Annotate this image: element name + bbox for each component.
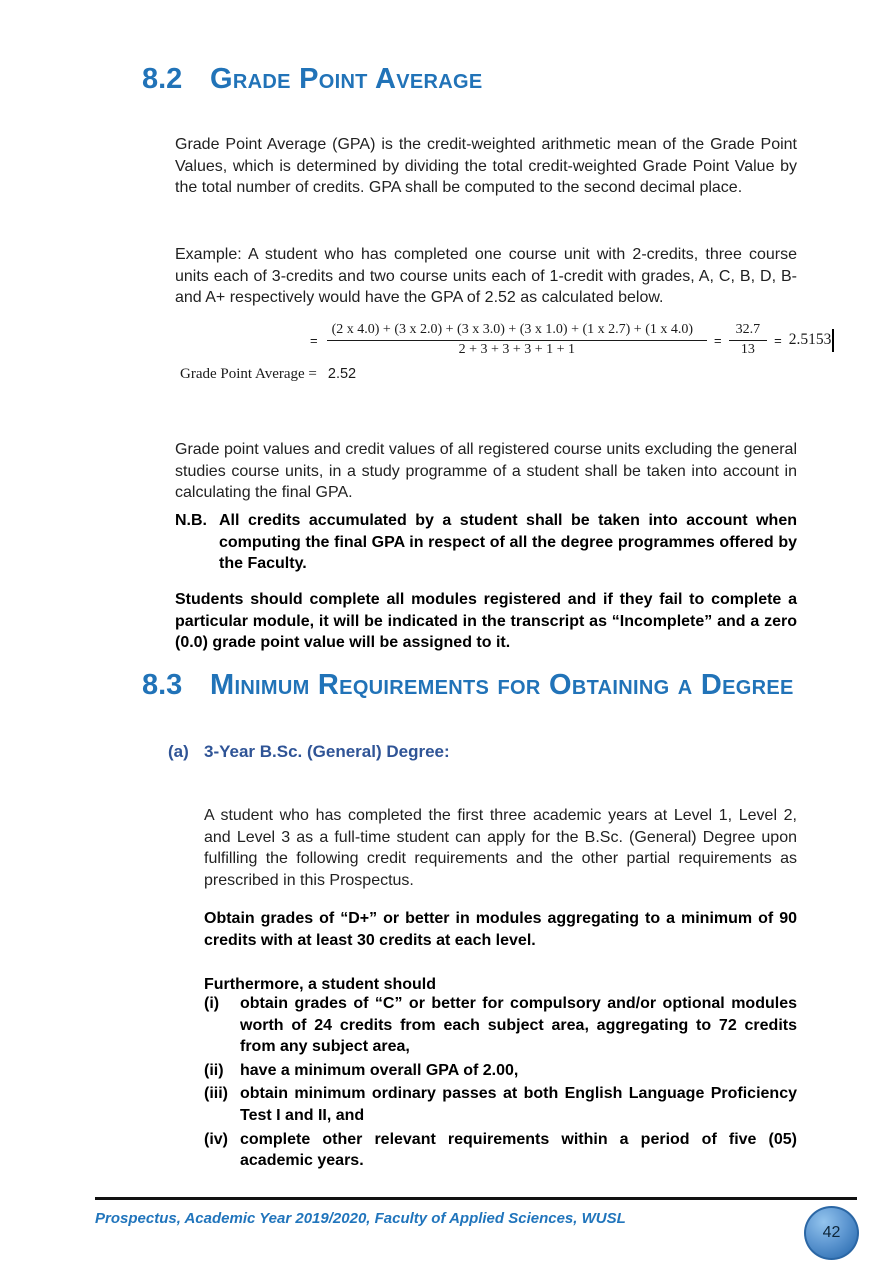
- incomplete-policy-paragraph: Students should complete all modules registered and if they fail to complete a particular module, it will be indicated in the transcript as “Incomplete” and a zero (0.0) grade point value will be assigned to it.: [175, 591, 797, 652]
- gpa-result-line: [180, 366, 356, 383]
- formula-result: 2.5153: [788, 331, 832, 348]
- list-item-text: complete other relevant requirements within a period of five (05) academic years.: [240, 1130, 797, 1170]
- fraction2-numerator: 32.7: [729, 322, 768, 341]
- list-item-marker: (i): [204, 995, 220, 1012]
- text-cursor: [832, 329, 834, 352]
- requirements-list: [204, 993, 797, 1174]
- formula-equals-3: =: [774, 332, 782, 348]
- list-item-marker: (iii): [204, 1085, 228, 1103]
- formula-fraction-main: [327, 322, 707, 358]
- subsection-a-title: 3-Year B.Sc. (General) Degree:: [204, 742, 450, 761]
- section-82-heading: [142, 62, 483, 96]
- section-82-title: Grade Point Average: [210, 63, 483, 95]
- section-83-title: Minimum Requirements for Obtaining a Degree: [210, 669, 794, 701]
- gpa-definition-paragraph: Grade Point Average (GPA) is the credit-weighted arithmetic mean of the Grade Point Values, which is determined by dividing the total credit-weighted Grade Point Value by the total number of credits. GPA shall be computed to the second decimal place.: [175, 136, 797, 197]
- gpa-formula: [301, 322, 834, 358]
- list-item: [204, 1060, 797, 1082]
- formula-equals-1: =: [310, 332, 318, 348]
- degree-eligibility-paragraph: A student who has completed the first three academic years at Level 1, Level 2, and Level 3 as a full-time student can apply for the B.Sc. (General) Degree upon fulfilling the following credit requirements and the other partial requirements as prescribed in this Prospectus.: [204, 807, 797, 889]
- footer-divider: [95, 1197, 857, 1200]
- section-83-number: 8.3: [142, 669, 183, 701]
- page-number-badge: [804, 1206, 859, 1260]
- list-item-text: obtain minimum ordinary passes at both English Language Proficiency Test I and II, and: [240, 1085, 797, 1124]
- list-item: [204, 1129, 797, 1172]
- list-item-text: obtain grades of “C” or better for compulsory and/or optional modules worth of 24 credits from each subject area, aggregating to 72 credits from any subject area,: [240, 995, 797, 1056]
- gpa-result-value: 2.52: [327, 366, 357, 382]
- fraction-denominator: 2 + 3 + 3 + 3 + 1 + 1: [458, 342, 576, 357]
- list-item-marker: (iv): [204, 1130, 228, 1148]
- list-item: [204, 993, 797, 1058]
- section-83-heading: [142, 668, 794, 702]
- furthermore-line: Furthermore, a student should: [204, 976, 437, 993]
- footer-text: Prospectus, Academic Year 2019/2020, Faculty of Applied Sciences, WUSL: [95, 1210, 626, 1227]
- nb-label: N.B.: [175, 512, 207, 529]
- nb-text: All credits accumulated by a student shall be taken into account when computing the final GPA in respect of all the degree programmes offered by the Faculty.: [219, 512, 797, 573]
- subsection-a-heading: [168, 741, 450, 763]
- list-item-text: have a minimum overall GPA of 2.00,: [240, 1061, 519, 1079]
- gpa-example-paragraph: Example: A student who has completed one course unit with 2-credits, three course units each of 3-credits and two course units each of 1-credit with grades, A, C, B, D, B- and A+ respectively would have the GPA of 2.52 as calculated below.: [175, 246, 797, 307]
- subsection-a-label: (a): [168, 742, 189, 761]
- formula-fraction-result: [729, 322, 768, 358]
- gpa-scope-paragraph: Grade point values and credit values of all registered course units excluding the general studies course units, in a study programme of a student shall be taken into account in calculating the final GPA.: [175, 441, 797, 502]
- nb-note: [175, 510, 797, 575]
- page-number: 42: [822, 1224, 841, 1241]
- section-82-number: 8.2: [142, 63, 183, 95]
- grade-requirement-paragraph: Obtain grades of “D+” or better in modules aggregating to a minimum of 90 credits with at least 30 credits at each level.: [204, 910, 797, 949]
- formula-equals-2: =: [714, 332, 722, 348]
- list-item: [204, 1083, 797, 1126]
- fraction-numerator: (2 x 4.0) + (3 x 2.0) + (3 x 3.0) + (3 x 1.0) + (1 x 2.7) + (1 x 4.0): [327, 322, 707, 341]
- list-item-marker: (ii): [204, 1061, 224, 1079]
- gpa-result-label: Grade Point Average =: [180, 366, 317, 382]
- fraction2-denominator: 13: [740, 342, 755, 357]
